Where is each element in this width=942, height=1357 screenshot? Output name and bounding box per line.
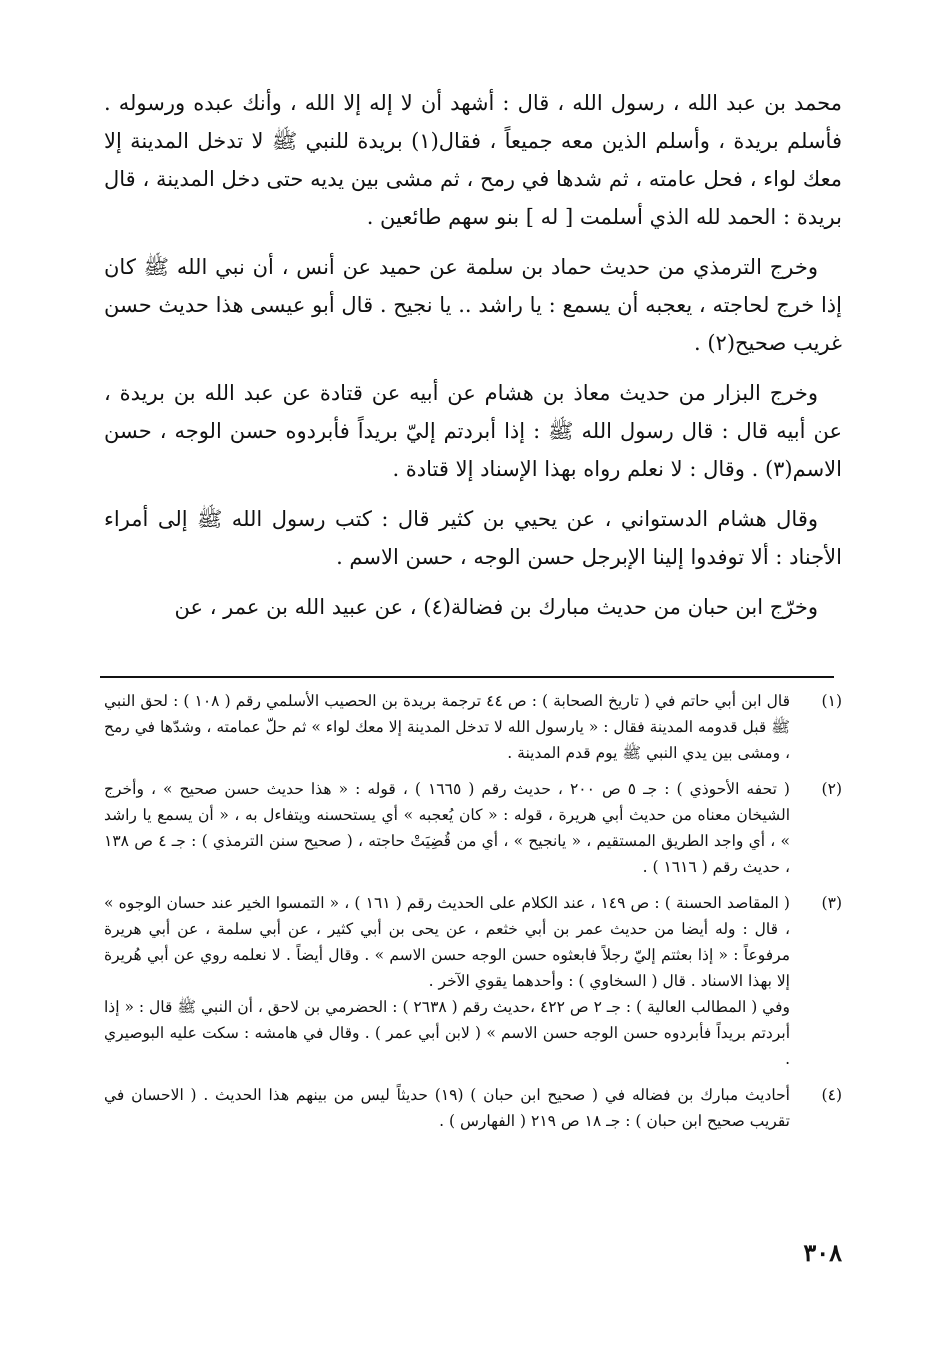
footnote-number: (٢) bbox=[821, 780, 842, 798]
main-text bbox=[104, 84, 842, 638]
footnote bbox=[104, 890, 842, 1072]
footnote bbox=[104, 688, 842, 766]
footnote-text: ( تحفه الأحوذي ) : جـ ٥ ص ٢٠٠ ، حديث رقم ( ١٦٦٥ ) ، قوله : « هذا حديث حسن صحيح » ، وأخرج الشيخان معناه من حديث أبي هريرة ، قوله : « كان يُعجبه » أي يستحسنه ويتفاءل به ، « أن يسمع يا راشد » ، أي واجد الطريق المستقيم ، « يانجيح » ، أي من قُضِيَتْ حاجته ، ( صحيح سنن الترمذي ) : جـ ٤ ص ١٣٨ ، حديث رقم ( ١٦١٦ ) . bbox=[104, 780, 791, 876]
footnote bbox=[104, 1082, 842, 1134]
footnote bbox=[104, 776, 842, 880]
paragraph: محمد بن عبد الله ، رسول الله ، قال : أشهد أن لا إله إلا الله ، وأنك عبده ورسوله . فأسلم بريدة ، وأسلم الذين معه جميعاً ، فقال(١) بريدة للنبي ﷺ لا تدخل المدينة إلا معك لواء ، فحل عامته ، ثم شدها في رمح ، ثم مشى بين يديه حتى دخل المدينة ، قال بريدة : الحمد لله الذي أسلمت [ له ] بنو سهم طائعين . bbox=[104, 91, 842, 229]
footnote-number: (٤) bbox=[821, 1086, 842, 1104]
footnote-body bbox=[104, 776, 790, 880]
footnote-text: وفي ( المطالب العالية ) : جـ ٢ ص ٤٢٢ ،حديث رقم ( ٢٦٣٨ ) : الحضرمي بن لاحق ، أن النبي ﷺ قال : « إذا أبردتم بريداً فأبردوه حسن الوجه حسن الاسم » ( لابن أبي عمر ) . وقال في هامشه : سكت عليه البوصيري . bbox=[104, 998, 790, 1068]
footnote-number: (١) bbox=[821, 692, 842, 710]
page-number: ٣٠٨ bbox=[803, 1238, 842, 1267]
footnote-body bbox=[104, 688, 790, 766]
paragraph: وخرج الترمذي من حديث حماد بن سلمة عن حميد عن أنس ، أن نبي الله ﷺ كان إذا خرج لحاجته ، يعجبه أن يسمع : يا راشد .. يا نجيح . قال أبو عيسى هذا حديث حسن غريب صحيح(٢) . bbox=[104, 255, 842, 355]
paragraph: وخرج البزار من حديث معاذ بن هشام عن أبيه عن قتادة عن عبد الله بن بريدة ، عن أبيه قال : قال رسول الله ﷺ : إذا أبردتم إليّ بريداً فأبردوه حسن الوجه ، حسن الاسم(٣) . وقال : لا نعلم رواه بهذا الإسناد إلا قتادة . bbox=[104, 381, 842, 481]
footnote-number: (٣) bbox=[821, 894, 842, 912]
footnotes bbox=[104, 688, 842, 1144]
footnote-text: أحاديث مبارك بن فضاله في ( صحيح ابن حبان ) (١٩) حديثاً ليس من بينهم هذا الحديث . ( الاحسان في تقريب صحيح ابن حبان ) : جـ ١٨ ص ٢١٩ ( الفهارس ) . bbox=[104, 1086, 790, 1130]
paragraph: وخرّج ابن حبان من حديث مبارك بن فضالة(٤) ، عن عبيد الله بن عمر ، عن bbox=[174, 595, 818, 619]
footnote-body bbox=[104, 890, 790, 1072]
footnote-text: قال ابن أبي حاتم في ( تاريخ الصحابة ) : ص ٤٤ ترجمة بريدة بن الحصيب الأسلمي رقم ( ١٠٨ ) : لحق النبي ﷺ قبل قدومه المدينة فقال : « يارسول الله لا تدخل المدينة إلا معك لواء » ثم حلّ عمامته ، وشدّها في رمح ، ومشى بين يدي النبي ﷺ يوم قدم المدينة . bbox=[104, 692, 790, 762]
footnote-body bbox=[104, 1082, 790, 1134]
paragraph: وقال هشام الدستواني ، عن يحيي بن كثير قال : كتب رسول الله ﷺ إلى أمراء الأجناد : ألا توفدوا إلينا الإبرجل حسن الوجه ، حسن الاسم . bbox=[104, 507, 842, 569]
footnote-separator-rule bbox=[100, 676, 834, 678]
footnote-text: ( المقاصد الحسنة ) : ص ١٤٩ ، عند الكلام على الحديث رقم ( ١٦١ ) ، « التمسوا الخير عند حسان الوجوه » ، قال : وله أيضا من حديث عمر بن أبي خثعم ، عن يحى بن أبي كثير ، عن أبي سلمة ، عن أبي هريرة مرفوعاً : « إذا بعثتم إليّ رجلاً فابعثوه حسن الوجه حسن الاسم » . وقال أيضاً . لا نعلمه روي عن أبي هُريرة إلا بهذا الاسناد . قال ( السخاوي ) : وأحدهما يقوي الآخر . bbox=[104, 894, 790, 990]
